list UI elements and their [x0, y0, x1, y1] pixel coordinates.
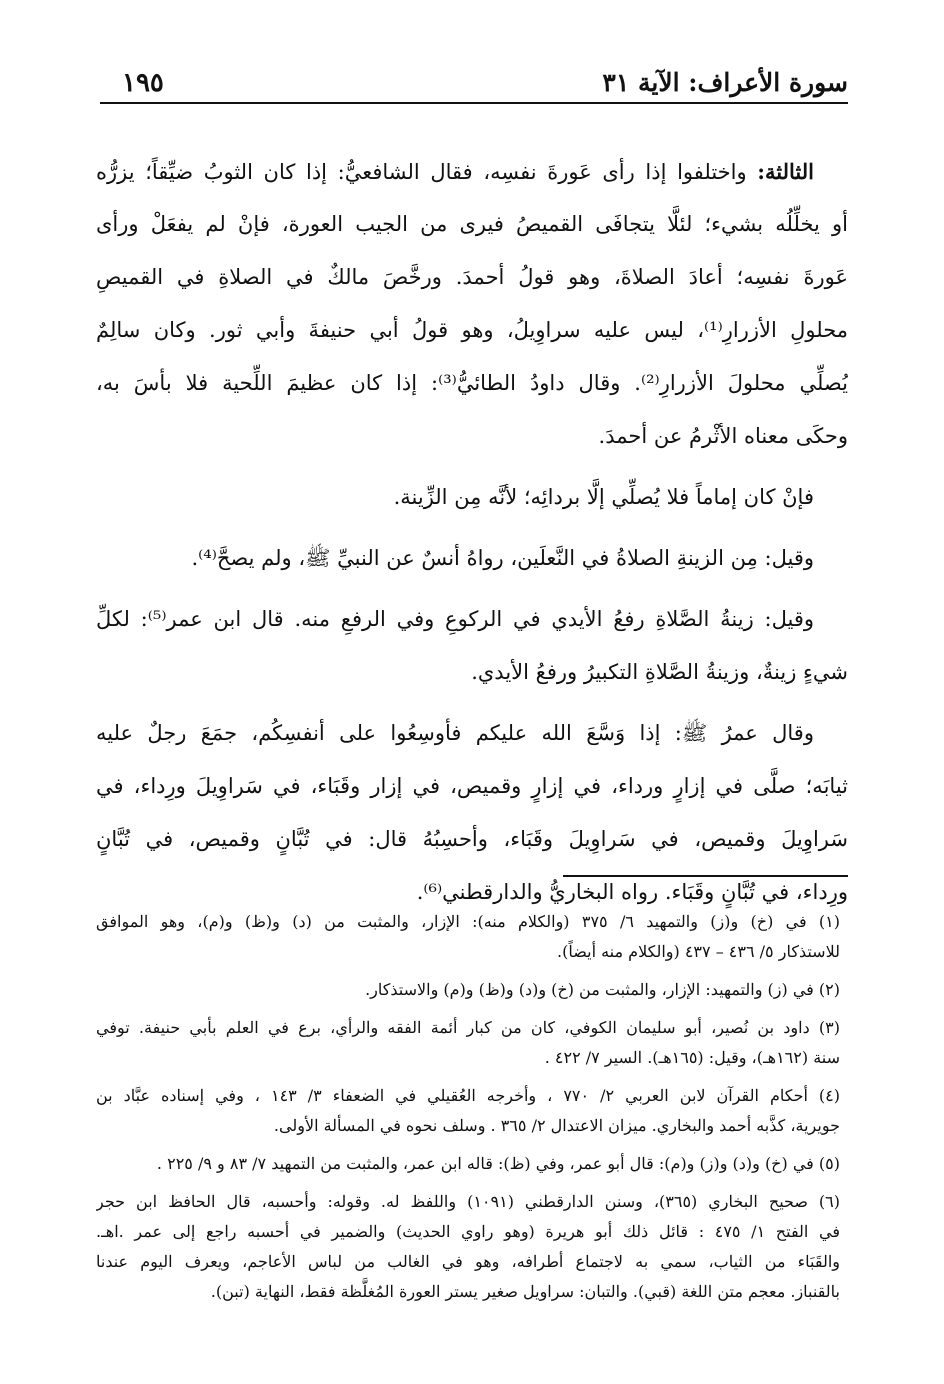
- footnote-line: (٥) في (خ) و(د) و(ز) و(م): قال أبو عمر، وفي (ظ): قاله ابن عمر، والمثبت من التمهيد ٧/ ٨٣ و ٩/ ٢٢٥ .: [156, 1154, 840, 1173]
- footnote-line: (٤) أحكام القرآن لابن العربي ٢/ ٧٧٠ ، وأخرجه العُقيلي في الضعفاء ٣/ ١٤٣ ، وفي إسناده عبَّاد بن: [96, 1086, 840, 1105]
- text-line: وقيل: زينةُ الصَّلاةِ رفعُ الأيدي في الركوعِ وفي الرفعِ منه. قال ابن عمر⁽⁵⁾: لكلِّ: [96, 607, 814, 631]
- text-line: وقال عمرُ ﷺ: إذا وَسَّعَ الله عليكم فأوسِعُوا على أنفسِكُم، جمَعَ رجلٌ عليه: [96, 721, 814, 745]
- running-header: [100, 62, 848, 104]
- footnote-line: جويرية، كذَّبه أحمد والبخاري. ميزان الاعتدال ٢/ ٣٦٥ . وسلف نحوه في المسألة الأولى.: [273, 1116, 840, 1135]
- footnote-line: بالقنباز. معجم متن اللغة (قبي). والتبان: سراويل صغير يستر العورة المُغلَّظة فقط، النهاية (تبن).: [210, 1282, 840, 1301]
- footnote-line: (٣) داود بن نُصير، أبو سليمان الكوفي، كان من كبار أئمة الفقه والرأي، برع في العلم بأبي حنيفة. توفي: [96, 1018, 840, 1037]
- footnote-line: (١) في (خ) و(ز) والتمهيد ٦/ ٣٧٥ (والكلام منه): الإزار، والمثبت من (د) و(ظ) و(م)، وهو الموافق: [96, 912, 840, 931]
- text-line: سَراوِيلَ وقميص، في سَراوِيلَ وقَبَاء، وأحسِبُهُ قال: في تُبَّانٍ وقميص، في تُبَّانٍ: [96, 827, 848, 851]
- footnote-1: [96, 907, 840, 967]
- header-title: سورة الأعراف: الآية ٣١: [602, 68, 848, 97]
- footnote-4: [96, 1081, 840, 1141]
- footnote-line: (٢) في (ز) والتمهيد: الإزار، والمثبت من (خ) و(د) و(ظ) و(م) والاستذكار.: [365, 980, 840, 999]
- text-line: [96, 145, 848, 198]
- page-number: ١٩٥: [122, 68, 164, 98]
- footnote-3: [96, 1013, 840, 1073]
- text-line: وقيل: مِن الزينةِ الصلاةُ في النَّعلَين، رواهُ أنسٌ عن النبيِّ ﷺ، ولم يصحَّ⁽⁴⁾.: [191, 546, 814, 570]
- text-line: وحكَى معناه الأثْرمُ عن أحمدَ.: [598, 424, 848, 448]
- footnote-divider: [563, 875, 848, 877]
- text-line: شيءٍ زينةٌ، وزينةُ الصَّلاةِ التكبيرُ ورفعُ الأيدي.: [471, 660, 848, 684]
- footnote-5: [96, 1149, 840, 1179]
- text-line: محلولِ الأزرارِ⁽¹⁾، ليس عليه سراوِيلُ، وهو قولُ أبي حنيفةَ وأبي ثور. وكان سالِمٌ: [96, 318, 848, 342]
- footnote-line: والقَبَاء من الثياب، سمي به لاجتماع أطرافه، وهو في الغالب من لباس الأعاجم، ويعرف اليوم عندنا: [96, 1252, 840, 1271]
- text-line: عَورةَ نفسِه؛ أعادَ الصلاةَ، وهو قولُ أحمدَ. ورخَّصَ مالكٌ في الصلاةِ في القميصِ: [96, 265, 848, 289]
- section-heading: الثالثة:: [757, 159, 814, 184]
- text-line: ورِداء، في تُبَّانٍ وقَبَاء. رواه البخاريُّ والدارقطني⁽⁶⁾.: [416, 880, 848, 904]
- footnote-line: في الفتح ١/ ٤٧٥ : قائل ذلك أبو هريرة (وهو راوي الحديث) والضمير في أحسبه راجع إلى عمر .اهـ.: [96, 1222, 840, 1241]
- text-line: يُصلِّي محلولَ الأزرارِ⁽²⁾. وقال داودُ الطائيُّ⁽³⁾: إذا كان عظيمَ اللِّحية فلا بأسَ به،: [96, 371, 848, 395]
- footnote-line: سنة (١٦٢هـ)، وقيل: (١٦٥هـ). السير ٧/ ٤٢٢ .: [544, 1048, 840, 1067]
- text-span: واختلفوا إذا رأى عَورةَ نفسِه، فقال الشافعيُّ: إذا كان الثوبُ ضيِّقاً؛ يزرُّه: [96, 160, 747, 184]
- main-text: [96, 145, 848, 919]
- text-line: ثيابَه؛ صلَّى في إزارٍ ورداء، في إزارٍ وقميص، في إزار وقَبَاء، في سَراوِيلَ ورِداء، في: [96, 774, 848, 798]
- text-line: أو يخلِّلُه بشيء؛ لئلَّا يتجافَى القميصُ فيرى من الجيب العورة، فإنْ لم يفعَلْ ورأى: [96, 212, 848, 236]
- footnote-6: [96, 1187, 840, 1307]
- footnote-2: [96, 975, 840, 1005]
- footnotes: [96, 907, 840, 1315]
- text-line: فإنْ كان إماماً فلا يُصلِّي إلَّا بردائِه؛ لأنَّه مِن الزِّينة.: [393, 485, 814, 509]
- footnote-line: للاستذكار ٥/ ٤٣٦ – ٤٣٧ (والكلام منه أيضاً).: [557, 942, 840, 961]
- footnote-line: (٦) صحيح البخاري (٣٦٥)، وسنن الدارقطني (١٠٩١) واللفظ له. وقوله: وأحسبه، قال الحافظ ابن حجر: [96, 1192, 840, 1211]
